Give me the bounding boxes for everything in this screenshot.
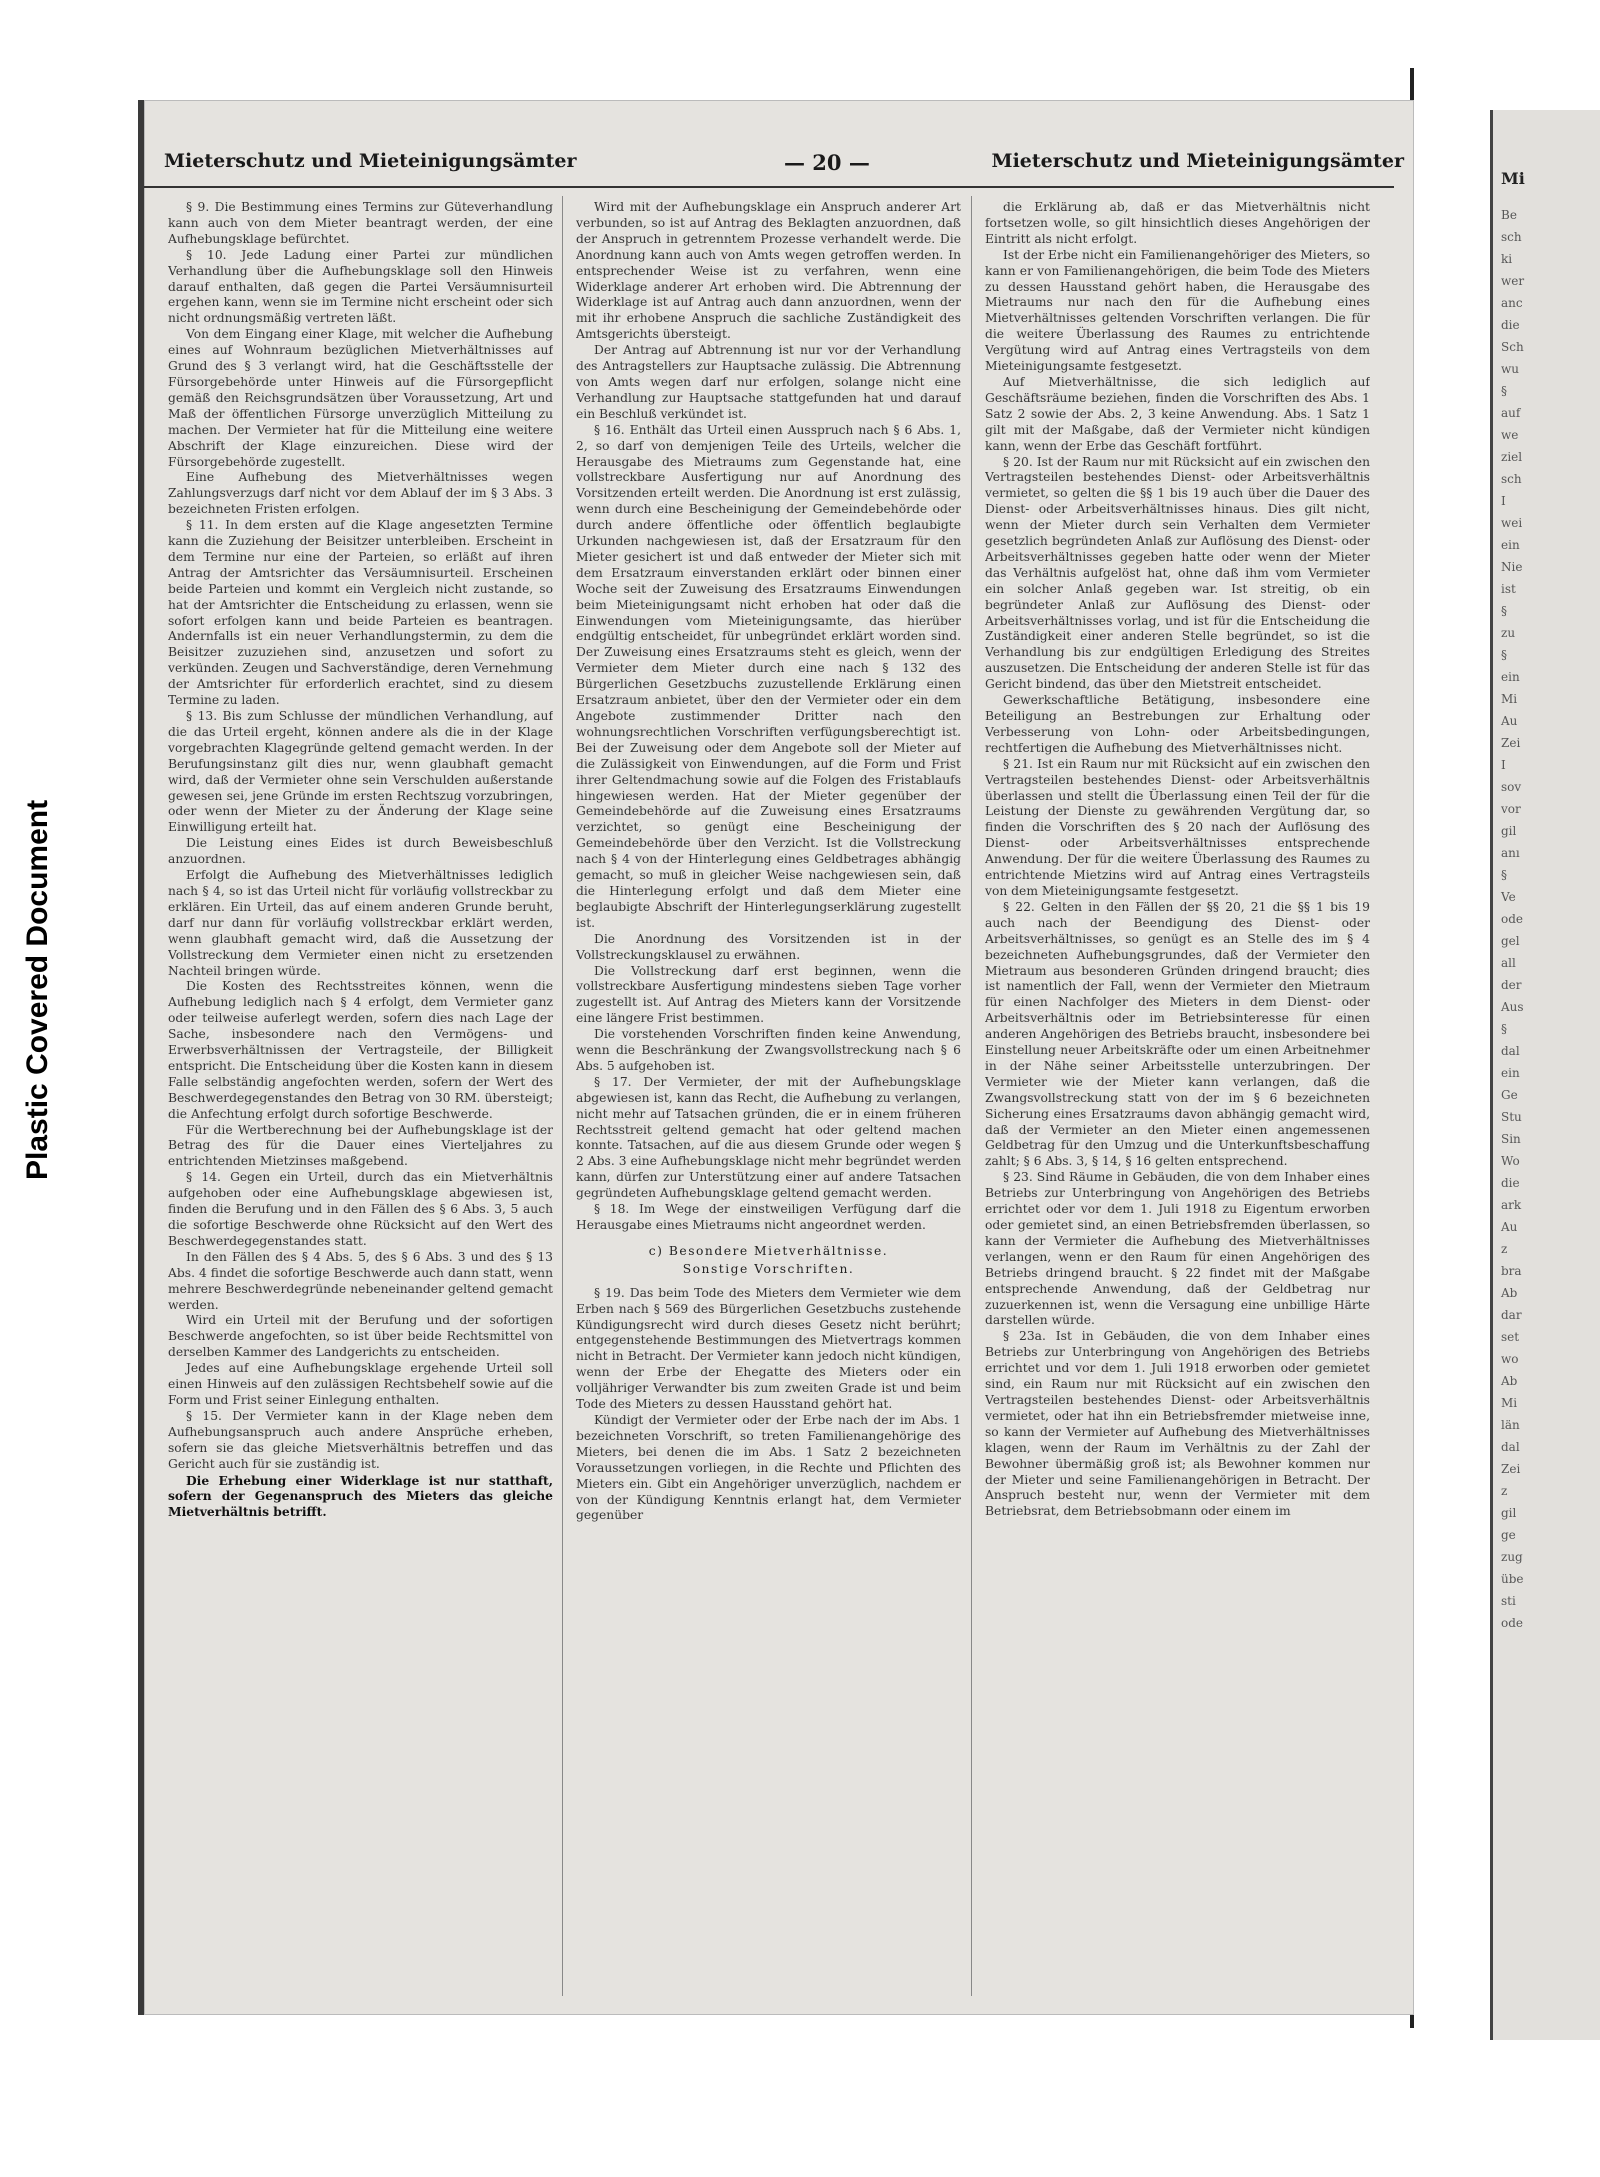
- next-page-fragment-line: ode: [1501, 1616, 1524, 1630]
- header-rule: [144, 186, 1394, 188]
- next-page-fragment-line: I: [1501, 494, 1506, 508]
- next-page-fragment-line: §: [1501, 648, 1507, 662]
- next-page-fragment-line: Nie: [1501, 560, 1523, 574]
- next-page-fragment-line: ein: [1501, 670, 1520, 684]
- next-page-fragment-line: §: [1501, 868, 1507, 882]
- paragraph: § 19. Das beim Tode des Mieters dem Vermieter wie dem Erben nach § 569 des Bürgerlichen Gesetzbuchs zustehende Kündigungsrecht wird durch dieses Gesetz nicht berührt; entgegenstehende Bestimmungen des Mietvertrags kommen nicht in Betracht. Der Vermieter kann jedoch nicht kündigen, wenn der Erbe der Ehegatte des Mieters oder ein volljähriger Verwandter bis zum zweiten Grade ist und beim Tode des Mieters zu dessen Hausstand gehört hat.: [576, 1285, 961, 1412]
- next-page-fragment-line: all: [1501, 956, 1516, 970]
- next-page-fragment-line: Stu: [1501, 1110, 1522, 1124]
- paragraph: Der Antrag auf Abtrennung ist nur vor der Verhandlung des Antragstellers zur Hauptsache zulässig. Die Abtrennung von Amts wegen darf nur erfolgen, solange nicht eine Verhandlung zur Hauptsache stattgefunden hat und darauf ein Beschluß verkündet ist.: [576, 343, 961, 421]
- text-column-2: [576, 200, 961, 1990]
- next-page-fragment-line: dar: [1501, 1308, 1522, 1322]
- next-page-lines: [1493, 204, 1600, 1634]
- next-page-fragment-line: Mi: [1501, 1396, 1518, 1410]
- next-page-fragment-line: der: [1501, 978, 1522, 992]
- next-page-fragment-line: Au: [1501, 1220, 1518, 1234]
- paragraph: die Erklärung ab, daß er das Mietverhältnis nicht fortsetzen wolle, so gilt hinsichtlich dieses Angehörigen der Eintritt als nicht erfolgt.: [985, 200, 1370, 246]
- next-page-fragment-line: bra: [1501, 1264, 1522, 1278]
- next-page-fragment-line: wer: [1501, 274, 1525, 288]
- header-right-title: Mieterschutz und Mieteinigungsämter: [991, 150, 1404, 172]
- next-page-fragment-line: anc: [1501, 296, 1523, 310]
- paragraph: § 17. Der Vermieter, der mit der Aufhebungsklage abgewiesen ist, kann das Recht, die Aufhebung zu verlangen, nicht mehr auf Tatsachen gründen, die er in einem früheren Rechtsstreit geltend gemacht hat oder geltend machen konnte. Tatsachen, auf die aus diesem Grunde oder wegen § 2 Abs. 3 eine Aufhebungsklage nicht mehr begründet werden kann, dürfen zur Unterstützung einer auf andere Tatsachen gegründeten Aufhebungsklage geltend gemacht werden.: [576, 1074, 961, 1201]
- next-page-fragment-line: wo: [1501, 1352, 1519, 1366]
- paragraph: Für die Wertberechnung bei der Aufhebungsklage ist der Betrag des für die Dauer eines Vierteljahres zu entrichtenden Mietzinses maßgebend.: [168, 1122, 553, 1169]
- next-page-fragment-line: dal: [1501, 1044, 1520, 1058]
- next-page-fragment-line: wu: [1501, 362, 1519, 376]
- paragraph: § 23. Sind Räume in Gebäuden, die von dem Inhaber eines Betriebs zur Unterbringung von Angehörigen des Betriebs errichtet oder vor dem 1. Juli 1918 zu Eigentum erworben oder gemietet sind, an einen Betriebsfremden überlassen, so kann der Vermieter die Aufhebung des Mietverhältnisses verlangen, wenn er den Raum für einen Angehörigen des Betriebs dringend braucht. § 22 findet mit der Maßgabe entsprechende Anwendung, daß der Geldbetrag nur zuzuerkennen ist, wenn die Versagung eine unbillige Härte darstellen würde.: [985, 1170, 1370, 1328]
- next-page-fragment-line: ein: [1501, 538, 1520, 552]
- next-page-fragment-line: wei: [1501, 516, 1523, 530]
- next-page-fragment-line: Wo: [1501, 1154, 1520, 1168]
- paragraph: Kündigt der Vermieter oder der Erbe nach der im Abs. 1 bezeichneten Vorschrift, so treten Familienangehörige des Mieters, bei denen die im Abs. 1 Satz 2 bezeichneten Voraussetzungen vorliegen, in die Rechte und Pflichten des Mieters ein. Gibt ein Angehöriger unverzüglich, nachdem er von der Kündigung Kenntnis erlangt hat, dem Vermieter gegenüber: [576, 1412, 961, 1523]
- next-page-fragment-line: ge: [1501, 1528, 1516, 1542]
- paragraph: § 10. Jede Ladung einer Partei zur mündlichen Verhandlung über die Aufhebungsklage soll den Hinweis darauf enthalten, daß gegen die Partei Versäumnisurteil ergehen kann, wenn sie im Termine nicht erscheint oder sich nicht ordnungsmäßig vertreten läßt.: [168, 247, 553, 326]
- paragraph: Ist der Erbe nicht ein Familienangehöriger des Mieters, so kann er von Familienangehörigen, die beim Tode des Mieters zu dessen Hausstand gehört haben, die Herausgabe des Mietraums nur nach den für die Aufhebung eines Mietverhältnisses geltenden Vorschriften verlangen. Die für die weitere Überlassung des Raumes zu entrichtende Vergütung wird auf Antrag eines Vertragsteils von dem Mieteinigungsamte festgesetzt.: [985, 247, 1370, 374]
- page-number: — 20 —: [784, 150, 870, 175]
- next-page-fragment-line: zug: [1501, 1550, 1523, 1564]
- next-page-fragment-line: vor: [1501, 802, 1521, 816]
- paragraph: § 13. Bis zum Schlusse der mündlichen Verhandlung, auf die das Urteil ergeht, können andere als die in der Klage vorgebrachten Klagegründe geltend gemacht werden. In der Berufungsinstanz gilt dies nur, wenn glaubhaft gemacht wird, daß der Vermieter ohne sein Verschulden außerstande gewesen sei, jene Gründe im ersten Rechtszug vorzubringen, oder wenn der Mieter zu der Änderung der Klage seine Einwilligung erteilt hat.: [168, 709, 553, 835]
- column-divider: [562, 196, 563, 1996]
- text-column-1: [168, 200, 553, 1990]
- paragraph: Jedes auf eine Aufhebungsklage ergehende Urteil soll einen Hinweis auf den zulässigen Rechtsbehelf sowie auf die Form und Frist seiner Einlegung enthalten.: [168, 1361, 553, 1407]
- next-page-fragment-line: sch: [1501, 230, 1522, 244]
- next-page-fragment-line: we: [1501, 428, 1519, 442]
- next-page-fragment-line: gel: [1501, 934, 1520, 948]
- next-page-fragment-line: Zei: [1501, 736, 1521, 750]
- next-page-fragment-line: Ab: [1501, 1286, 1518, 1300]
- side-label: Plastic Covered Document: [21, 799, 54, 1180]
- next-page-fragment-line: anı: [1501, 846, 1520, 860]
- next-page-fragment-line: ziel: [1501, 450, 1523, 464]
- paragraph: Die Anordnung des Vorsitzenden ist in der Vollstreckungsklausel zu erwähnen.: [576, 931, 961, 962]
- paragraph: § 23a. Ist in Gebäuden, die von dem Inhaber eines Betriebs zur Unterbringung von Angehörigen des Betriebs errichtet und vor dem 1. Juli 1918 erworben oder gemietet sind, ein Raum nur mit Rücksicht auf ein zwischen den Vertragsteilen bestehendes Dienst- oder Arbeitsverhältnis vermietet, oder hat ihn ein Betriebsfremder mietweise inne, so kann der Vermieter auf Aufhebung des Mietverhältnisses klagen, wenn der Raum im Verhältnis zu der Zahl der Bewohner übermäßig groß ist; als Bewohner kommen nur der Mieter und seine Familienangehörigen in Betracht. Der Anspruch besteht nur, wenn der Vermieter mit dem Betriebsrat, dem Betriebsobmann oder einem im: [985, 1329, 1370, 1519]
- next-page-fragment-line: gil: [1501, 824, 1517, 838]
- next-page-fragment-line: Sin: [1501, 1132, 1521, 1146]
- next-page-fragment-line: ist: [1501, 582, 1516, 596]
- document-page: [138, 100, 1414, 2015]
- next-page-fragment-line: set: [1501, 1330, 1520, 1344]
- paragraph: Die Leistung eines Eides ist durch Beweisbeschluß anzuordnen.: [168, 836, 553, 867]
- next-page-fragment-line: gil: [1501, 1506, 1517, 1520]
- next-page-fragment-line: ein: [1501, 1066, 1520, 1080]
- paragraph: Die Vollstreckung darf erst beginnen, wenn die vollstreckbare Ausfertigung mindestens sieben Tage vorher zugestellt ist. Auf Antrag des Mieters kann der Vorsitzende eine längere Frist bestimmen.: [576, 963, 961, 1026]
- next-page-fragment-line: zu: [1501, 626, 1516, 640]
- header-left-title: Mieterschutz und Mieteinigungsämter: [164, 150, 577, 172]
- paragraph: Erfolgt die Aufhebung des Mietverhältnisses lediglich nach § 4, so ist das Urteil nicht für vorläufig vollstreckbar zu erklären. Ein Urteil, das auf einem anderen Grunde beruht, darf nur dann für vorläufig vollstreckbar erklärt werden, wenn glaubhaft gemacht wird, daß die Aussetzung der Vollstreckung dem Vermieter einen nicht zu ersetzenden Nachteil bringen würde.: [168, 868, 553, 978]
- next-page-fragment-line: übe: [1501, 1572, 1524, 1586]
- paragraph: Eine Aufhebung des Mietverhältnisses wegen Zahlungsverzugs darf nicht vor dem Ablauf der im § 3 Abs. 3 bezeichneten Fristen erfolgen.: [168, 470, 553, 517]
- paragraph: § 15. Der Vermieter kann in der Klage neben dem Aufhebungsanspruch auch andere Ansprüche erheben, sofern sie das gleiche Mietsverhältnis betreffen und das Gericht auch für sie zuständig ist.: [168, 1408, 553, 1471]
- next-page-fragment-line: die: [1501, 318, 1520, 332]
- next-page-fragment-line: auf: [1501, 406, 1521, 420]
- paragraph: In den Fällen des § 4 Abs. 5, des § 6 Abs. 3 und des § 13 Abs. 4 findet die sofortige Beschwerde auch dann statt, wenn mehrere Beschwerdegründe nebeneinander geltend gemacht werden.: [168, 1249, 553, 1312]
- next-page-fragment-line: z: [1501, 1484, 1508, 1498]
- paragraph: Die Kosten des Rechtsstreites können, wenn die Aufhebung lediglich nach § 4 erfolgt, dem Vermieter ganz oder teilweise auferlegt werden, sofern dies nach Lage der Sache, insbesondere nach den Vermögens- und Erwerbsverhältnissen der Vertragsteile, der Billigkeit entspricht. Die Entscheidung über die Kosten kann in diesem Falle selbständig angefochten werden, sofern der Wert des Beschwerdegegenstandes den Betrag von 30 RM. übersteigt; die Anfechtung erfolgt durch sofortige Beschwerde.: [168, 979, 553, 1121]
- next-page-fragment-line: sti: [1501, 1594, 1516, 1608]
- next-page-fragment-line: Sch: [1501, 340, 1524, 354]
- next-page-fragment-line: z: [1501, 1242, 1508, 1256]
- next-page-fragment-line: Ab: [1501, 1374, 1518, 1388]
- next-page-fragment-line: ark: [1501, 1198, 1522, 1212]
- next-page-fragment-line: Aus: [1501, 1000, 1524, 1014]
- next-page-fragment-line: §: [1501, 1022, 1507, 1036]
- next-page-fragment-line: die: [1501, 1176, 1520, 1190]
- next-page-fragment-line: dal: [1501, 1440, 1520, 1454]
- column-divider: [971, 196, 972, 1996]
- next-page-fragment-line: ki: [1501, 252, 1513, 266]
- paragraph: § 20. Ist der Raum nur mit Rücksicht auf ein zwischen den Vertragsteilen bestehendes Dienst- oder Arbeitsverhältnis vermietet, so gelten die §§ 1 bis 19 auch über die Dauer des Dienst- oder Arbeitsverhältnisses hinaus. Dies gilt nicht, wenn der Mieter durch sein Verhalten dem Vermieter gesetzlich begründeten Anlaß zur Auflösung des Dienst- oder Arbeitsverhältnisses gegeben hatte oder wenn der Mieter das Verhältnis aufgelöst hat, ohne daß ihm vom Vermieter ein solcher Anlaß gegeben war. Ist streitig, ob ein begründeter Anlaß zur Auflösung des Dienst- oder Arbeitsverhältnisses vorlag, und ist für die Entscheidung die Zuständigkeit einer anderen Stelle begründet, so ist die Verhandlung bis zur endgültigen Erledigung des Streites auszusetzen. Die Entscheidung der anderen Stelle ist für das Gericht bindend, das über den Mietstreit entscheidet.: [985, 454, 1370, 692]
- paragraph: Die vorstehenden Vorschriften finden keine Anwendung, wenn die Beschränkung der Zwangsvollstreckung nach § 6 Abs. 5 aufgehoben ist.: [576, 1027, 961, 1073]
- paragraph: Wird ein Urteil mit der Berufung und der sofortigen Beschwerde angefochten, so ist über beide Rechtsmittel von derselben Kammer des Landgerichts zu entscheiden.: [168, 1313, 553, 1360]
- section-subheading-2: Sonstige Vorschriften.: [682, 1261, 855, 1276]
- next-page-fragment-line: Be: [1501, 208, 1517, 222]
- paragraph: Gewerkschaftliche Betätigung, insbesondere eine Beteiligung an Bestrebungen zur Erhaltung oder Verbesserung von Lohn- oder Arbeitsbedingungen, rechtfertigen die Aufhebung des Mietverhältnisses nicht.: [985, 693, 1370, 755]
- paragraph: Auf Mietverhältnisse, die sich lediglich auf Geschäftsräume beziehen, finden die Vorschriften des Abs. 1 Satz 2 sowie der Abs. 2, 3 keine Anwendung. Abs. 1 Satz 1 gilt mit der Maßgabe, daß der Vermieter nicht kündigen kann, wenn der Erbe das Geschäft fortführt.: [985, 374, 1370, 453]
- paragraph: Von dem Eingang einer Klage, mit welcher die Aufhebung eines auf Wohnraum bezüglichen Mietverhältnisses auf Grund des § 3 verlangt wird, hat die Geschäftsstelle der Fürsorgebehörde unter Hinweis auf die Fürsorgepflicht gemäß den Reichsgrundsätzen über Voraussetzung, Art und Maß der öffentlichen Fürsorge unverzüglich Mitteilung zu machen. Der Vermieter hat für die Mitteilung eine weitere Abschrift der Klage einzureichen. Diese wird der Fürsorgebehörde zugestellt.: [168, 327, 553, 469]
- paragraph: § 22. Gelten in den Fällen der §§ 20, 21 die §§ 1 bis 19 auch nach der Beendigung des Dienst- oder Arbeitsverhältnisses, so genügt es an Stelle des im § 4 bezeichneten Aufhebungsgrundes, daß der Vermieter den Mietraum aus besonderen Gründen dringend braucht; dies ist namentlich der Fall, wenn der Vermieter den Mietraum für einen Nachfolger des Mieters in dem Dienst- oder Arbeitsverhältnis oder im Betriebsinteresse für einen anderen Angehörigen des Betriebs braucht, insbesondere bei Einstellung neuer Arbeitskräfte oder um einen Arbeitnehmer in der Nähe seiner Arbeitsstelle unterzubringen. Der Vermieter wie der Mieter kann verlangen, daß die Zwangsvollstreckung statt von der im § 6 bezeichneten Sicherung eines Ersatzraums davon abhängig gemacht wird, daß der Vermieter an den Mieter einen angemessenen Geldbetrag für den Umzug und die Unterkunftsbeschaffung zahlt; § 6 Abs. 3, § 14, § 16 gelten entsprechend.: [985, 899, 1370, 1169]
- next-page-fragment-line: sch: [1501, 472, 1522, 486]
- text-column-3: [985, 200, 1370, 1990]
- next-page-fragment-line: §: [1501, 384, 1507, 398]
- section-subheading: c) Besondere Mietverhältnisse.: [648, 1243, 889, 1258]
- next-page-fragment-line: län: [1501, 1418, 1520, 1432]
- paragraph: § 9. Die Bestimmung eines Termins zur Güteverhandlung kann auch von dem Mieter beantragt werden, der eine Aufhebungsklage befürchtet.: [168, 200, 553, 246]
- next-page-fragment: [1490, 110, 1600, 2040]
- next-page-fragment-line: §: [1501, 604, 1507, 618]
- next-page-fragment-line: Ge: [1501, 1088, 1518, 1102]
- next-page-fragment-line: Ve: [1501, 890, 1516, 904]
- paragraph: Die Erhebung einer Widerklage ist nur statthaft, sofern der Gegenanspruch des Mieters das gleiche Mietverhältnis betrifft.: [168, 1472, 553, 1520]
- paragraph: Wird mit der Aufhebungsklage ein Anspruch anderer Art verbunden, so ist auf Antrag des Beklagten anzuordnen, daß der Anspruch in getrenntem Prozesse verhandelt werde. Die Anordnung kann auch von Amts wegen getroffen werden. In entsprechender Weise ist zu verfahren, wenn eine Widerklage anderer Art erhoben wird. Die Abtrennung der Widerklage ist auf Antrag auch dann anzuordnen, wenn der mit ihr erhobene Anspruch die sachliche Zuständigkeit des Amtsgerichts übersteigt.: [576, 200, 961, 342]
- paragraph: § 14. Gegen ein Urteil, durch das ein Mietverhältnis aufgehoben oder eine Aufhebungsklage abgewiesen ist, finden die Berufung und in den Fällen des § 6 Abs. 3, 5 auch die sofortige Beschwerde ohne Rücksicht auf den Wert des Beschwerdegegenstandes statt.: [168, 1170, 553, 1248]
- paragraph: § 11. In dem ersten auf die Klage angesetzten Termine kann die Zuziehung der Beisitzer unterbleiben. Erscheint in dem Termine nur eine der Parteien, so erläßt auf ihren Antrag der Amtsrichter das Versäumnisurteil. Erscheinen beide Parteien und kommt ein Vergleich nicht zustande, so hat der Amtsrichter die Entscheidung zu erlassen, wenn sie sofort erfolgen kann und beide Parteien es beantragen. Andernfalls ist ein neuer Verhandlungstermin, zu dem die Beisitzer zuzuziehen sind, anzusetzen und sofort zu verkünden. Zeugen und Sachverständige, deren Vernehmung der Amtsrichter für erforderlich erachtet, sind zu diesem Termine zu laden.: [168, 518, 553, 708]
- page-header: [164, 150, 1404, 180]
- next-page-fragment-line: ode: [1501, 912, 1524, 926]
- next-page-fragment-line: I: [1501, 758, 1506, 772]
- next-page-fragment-line: Zei: [1501, 1462, 1521, 1476]
- paragraph: § 21. Ist ein Raum nur mit Rücksicht auf ein zwischen den Vertragsteilen bestehendes Dienst- oder Arbeitsverhältnis überlassen und stellt die Überlassung einen Teil der für die Leistung der Dienste zu gewährenden Vergütung dar, so finden die Vorschriften des § 20 nach der Auflösung des Dienst- oder Arbeitsverhältnisses entsprechende Anwendung. Der für die weitere Überlassung des Raumes zu entrichtende Mietzins wird auf Antrag eines Vertragsteils von dem Mieteinigungsamte festgesetzt.: [985, 756, 1370, 898]
- next-page-fragment-line: sov: [1501, 780, 1522, 794]
- next-page-heading: Mi: [1501, 169, 1525, 188]
- paragraph: § 18. Im Wege der einstweiligen Verfügung darf die Herausgabe eines Mietraums nicht angeordnet werden.: [576, 1202, 961, 1232]
- next-page-fragment-line: Mi: [1501, 692, 1518, 706]
- next-page-fragment-line: Au: [1501, 714, 1518, 728]
- paragraph: § 16. Enthält das Urteil einen Ausspruch nach § 6 Abs. 1, 2, so darf von demjenigen Teile des Urteils, welcher die Herausgabe des Mietraums zum Gegenstande hat, eine vollstreckbare Ausfertigung nur auf Anordnung des Vorsitzenden erteilt werden. Die Anordnung ist erst zulässig, wenn durch eine Bescheinigung der Gemeindebehörde oder durch andere öffentliche oder öffentlich beglaubigte Urkunden nachgewiesen ist, daß der Ersatzraum für den Mieter gesichert ist und daß entweder der Mieter sich mit dem Ersatzraum einverstanden erklärt oder binnen einer Woche seit der Zuweisung des Ersatzraums Einwendungen beim Mieteinigungsamt nicht erhoben hat oder daß die Einwendungen vom Mieteinigungsamte, das hierüber endgültig entscheidet, für unbegründet erklärt worden sind. Der Zuweisung eines Ersatzraums steht es gleich, wenn der Vermieter dem Mieter durch eine nach § 132 des Bürgerlichen Gesetzbuchs zuzustellende Erklärung einen Ersatzraum anbietet, über den der Vermieter oder ein dem Angebote zustimmender Dritter nach den wohnungsrechtlichen Vorschriften verfügungsberechtigt ist. Bei der Zuweisung oder dem Angebote soll der Mieter auf die Zulässigkeit von Einwendungen, auf die Form und Frist ihrer Geltendmachung sowie auf die Folgen des Fristablaufs hingewiesen werden. Hat der Mieter gegenüber der Gemeindebehörde auf die Zuweisung eines Ersatzraums verzichtet, so genügt eine Bescheinigung der Gemeindebehörde über den Verzicht. Ist die Vollstreckung nach § 4 von der Hinterlegung eines Geldbetrages abhängig gemacht, so muß in gleicher Weise nachgewiesen sein, daß die Hinterlegung erfolgt und daß dem Mieter eine beglaubigte Abschrift der Hinterlegungserklärung zugestellt ist.: [576, 422, 961, 930]
